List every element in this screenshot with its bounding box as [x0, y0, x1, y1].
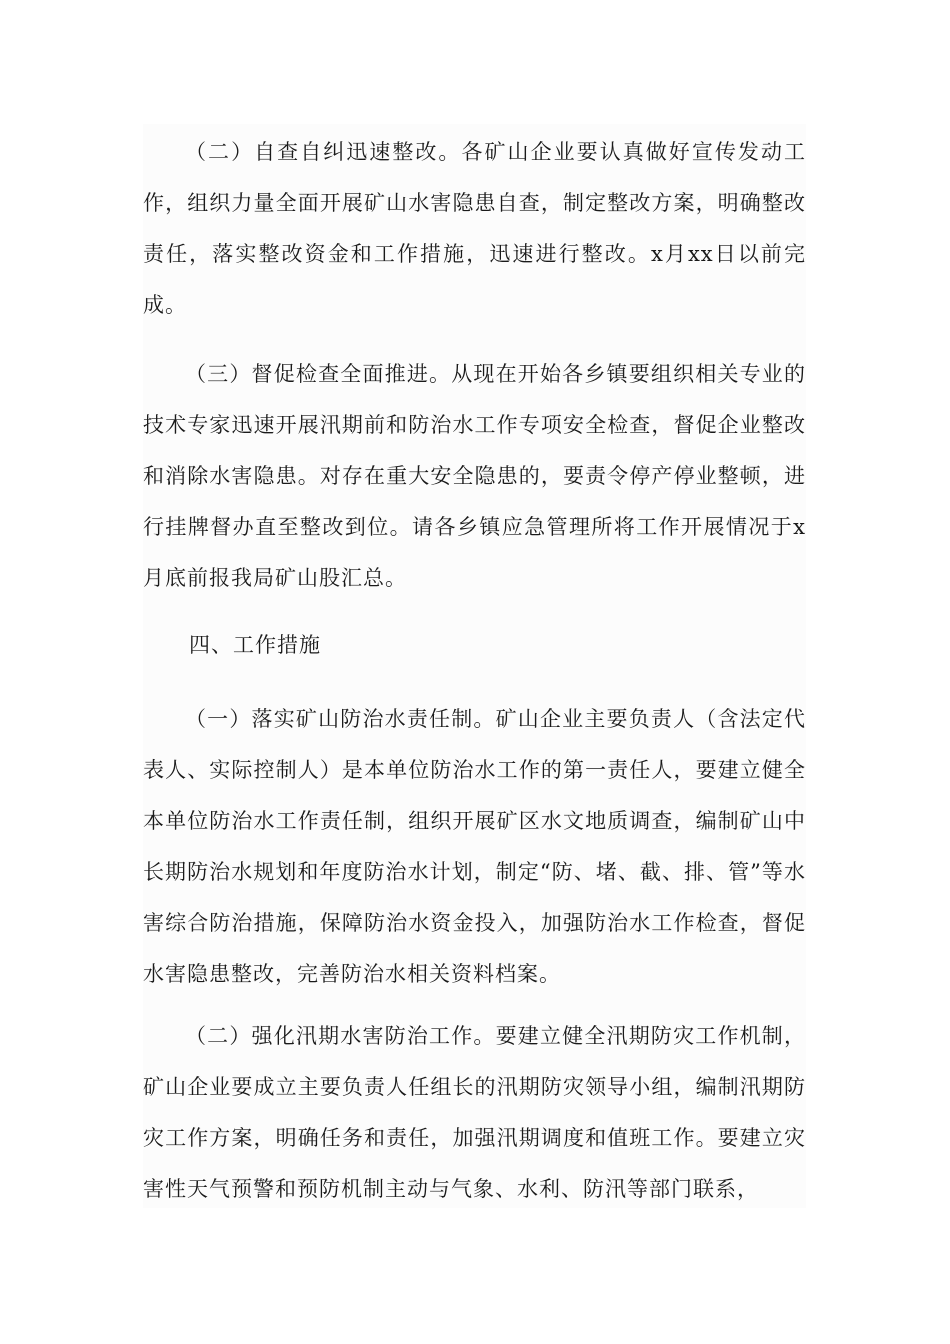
section-heading-work-measures: 四、工作措施: [189, 633, 321, 657]
paragraph-inspection-promotion: （三）督促检查全面推进。从现在开始各乡镇要组织相关专业的技术专家迅速开展汛期前和防治水工作专项安全检查，督促企业整改和消除水害隐患。对存在重大安全隐患的，要责令停产停业整顿，进行挂牌督办直至整改到位。请各乡镇应急管理所将工作开展情况于x月底前报我局矿山股汇总。: [143, 362, 806, 590]
paragraph-flood-season: （二）强化汛期水害防治工作。要建立健全汛期防灾工作机制，矿山企业要成立主要负责人任组长的汛期防灾领导小组，编制汛期防灾工作方案，明确任务和责任，加强汛期调度和值班工作。要建立灾害性天气预警和预防机制主动与气象、水利、防汛等部门联系，: [143, 1024, 806, 1201]
paragraph-responsibility-system: （一）落实矿山防治水责任制。矿山企业主要负责人（含法定代表人、实际控制人）是本单位防治水工作的第一责任人，要建立健全本单位防治水工作责任制，组织开展矿区水文地质调查，编制矿山中长期防治水规划和年度防治水计划，制定“防、堵、截、排、管”等水害综合防治措施，保障防治水资金投入，加强防治水工作检查，督促水害隐患整改，完善防治水相关资料档案。: [143, 707, 806, 986]
document-body: [143, 124, 806, 1208]
paragraph-self-inspection: （二）自查自纠迅速整改。各矿山企业要认真做好宣传发动工作，组织力量全面开展矿山水害隐患自查，制定整改方案，明确整改责任，落实整改资金和工作措施，迅速进行整改。x月xx日以前完成。: [143, 140, 806, 317]
